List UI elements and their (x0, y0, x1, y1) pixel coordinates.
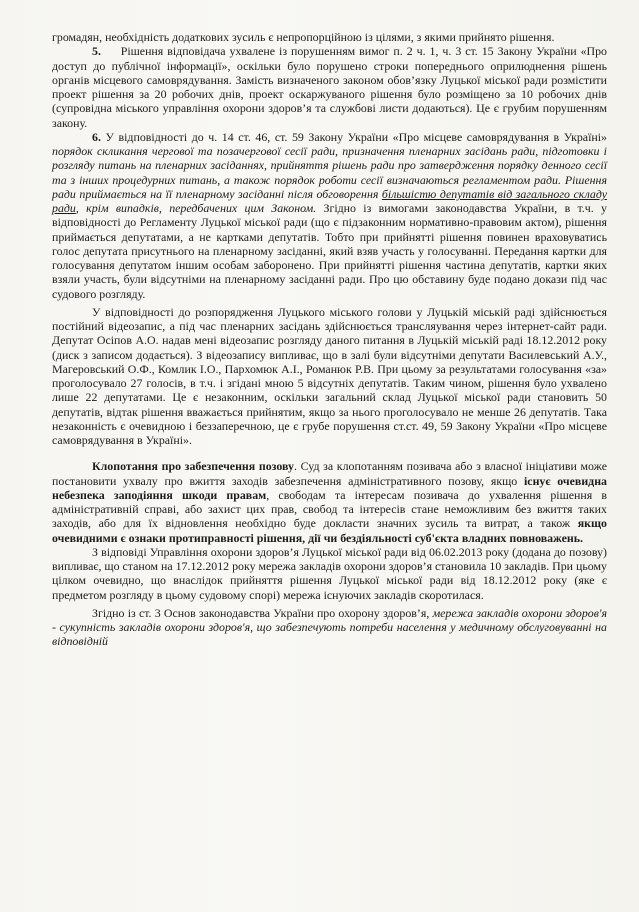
section-heading: Клопотання про забезпечення позову (92, 459, 294, 474)
paragraph-text: Рішення відповідача ухвалене із порушенням вимог п. 2 ч. 1, ч. 3 ст. 15 Закону України «Про доступ до публічної інформації», оскільки було порушено строки попереднього оприлюднення рішень органів місцевого самоврядування. Замість визначеного законом обов’язку Луцької міської ради розмістити проект рішення за 20 робочих днів, проект оскаржуваного рішення було розміщено за 10 робочих днів (супровідна міського управління охорони здоров’я та службові листи додаються). Це є грубим порушенням закону. (52, 44, 607, 130)
paragraph-text: У відповідності до ч. 14 ст. 46, ст. 59 Закону України «Про місцеве самоврядування в Україні» (105, 129, 607, 144)
paragraph-underlined: більшістю депутатів від загального складу ради (52, 186, 607, 215)
paragraph-continuation (52, 30, 607, 44)
paragraph-video (52, 305, 607, 448)
paragraph-text: Згідно із ст. 3 Основ законодавства України про охорону здоров’я, (92, 605, 430, 620)
paragraph-health-dept (52, 545, 607, 602)
paragraph-emphasis: якщо очевидними є ознаки протиправності рішення, дії чи бездіяльності суб'єкта владних повноважень. (52, 516, 607, 545)
paragraph-motion (52, 459, 607, 545)
paragraph-5 (52, 44, 607, 130)
paragraph-text: У відповідності до розпорядження Луцького міського голови у Луцькій міській раді здійснюється постійний відеозапис, а під час пленарних засідань здійснюється трансляування через інтернет-сайт ради. Депутат Осіпов А.О. надав мені відеозапис розгляду даного питання в Луцькій міській раді 18.12.2012 року (диск з записом додається). З відеозапису випливає, що в залі були відсутніми депутати Василевський А.У., Магеровський О.Ф., Комлик І.О., Пархомюк А.І., Романюк Р.В. При цьому за результатами голосування «за» проголосувало 27 голосів, в т.ч. і згідані мною 5 відсутніх депутатів. Таким чином, рішення було ухвалено лише 22 депутатами. Це є незаконним, оскільки загальний склад Луцької міської ради становить 50 депутатів, відтак рішення вважається прийнятим, якщо за нього проголосувало не менше 26 депутатів. Така незаконність є очевидною і беззаперечною, це є грубе порушення ст.ст. 49, 59 Закону України «Про місцеве самоврядування в Україні». (52, 304, 607, 447)
document-body (52, 30, 607, 649)
paragraph-text: З відповіді Управління охорони здоров’я Луцької міської ради від 06.02.2013 року (додана до позову) випливає, що станом на 17.12.2012 року мережа закладів охорони здоров’я становила 10 закладів. При цьому цілком очевидно, що внаслідок прийняття рішення Луцької міської ради від 18.12.2012 року (яке є предметом розгляду в цьому судовому спорі) мережа існуючих закладів скоротилася. (52, 544, 607, 602)
paragraph-text: Згідно із вимогами законодавства України, в т.ч. у відповідності до Регламенту Луцької міської ради (що є підзаконним нормативно-правовим актом), рішення приймається депутатами, а не картками депутатів. Тобто при прийнятті рішення повинен враховуватись голос депутата присутнього на пленарному засіданні, який взяв участь у голосуванні. Передання картки для голосування депутатом іншим особам заборонено. При прийнятті рішення частина депутатів, картки яких взяли участь, були відсутніми на пленарному засіданні ради. Про цю обставину буде подано докази під час судового розгляду. (52, 201, 607, 301)
paragraph-text: , свободам та інтересам позивача до ухвалення рішення в адміністративній справі, або захист цих прав, свобод та інтересів стане неможливим без вжиття таких заходів, або для їх відновлення необхідно буде докласти значних зусиль та витрат, а також (52, 487, 607, 531)
paragraph-quote: мережа закладів охорони здоров'я - сукупність закладів охорони здоров'я, що забезпечують потреби населення у медичному обслуговуванні на відповідній (52, 605, 607, 649)
paragraph-quote-end: , крім випадків, передбачених цим Законом. (75, 201, 317, 215)
paragraph-number: 5. (92, 44, 101, 59)
paragraph-6 (52, 130, 607, 301)
paragraph-text: . Суд за клопотанням позивача або з власної ініціативи може постановити ухвалу про вжиття заходів забезпечення адміністративного позову, якщо (52, 459, 607, 488)
paragraph-quote: порядок скликання чергової та позачергової сесії ради, призначення пленарних засідань ради, підготовки і розгляду питань на пленарних засіданнях, прийняття рішень ради про затвердження порядку денного сесії та з інших процедурних питань, а також порядок роботи сесії визначаються регламентом ради. Рішення ради приймається на її пленарному засіданні після обговорення (52, 144, 607, 201)
paragraph-emphasis: існує очевидна небезпека заподіяння шкоди правам (52, 473, 607, 502)
paragraph-law-basis (52, 606, 607, 649)
paragraph-number: 6. (92, 129, 101, 144)
paragraph-text: громадян, необхідність додаткових зусиль є непропорційною із цілями, з якими прийнято рішення. (52, 30, 555, 44)
